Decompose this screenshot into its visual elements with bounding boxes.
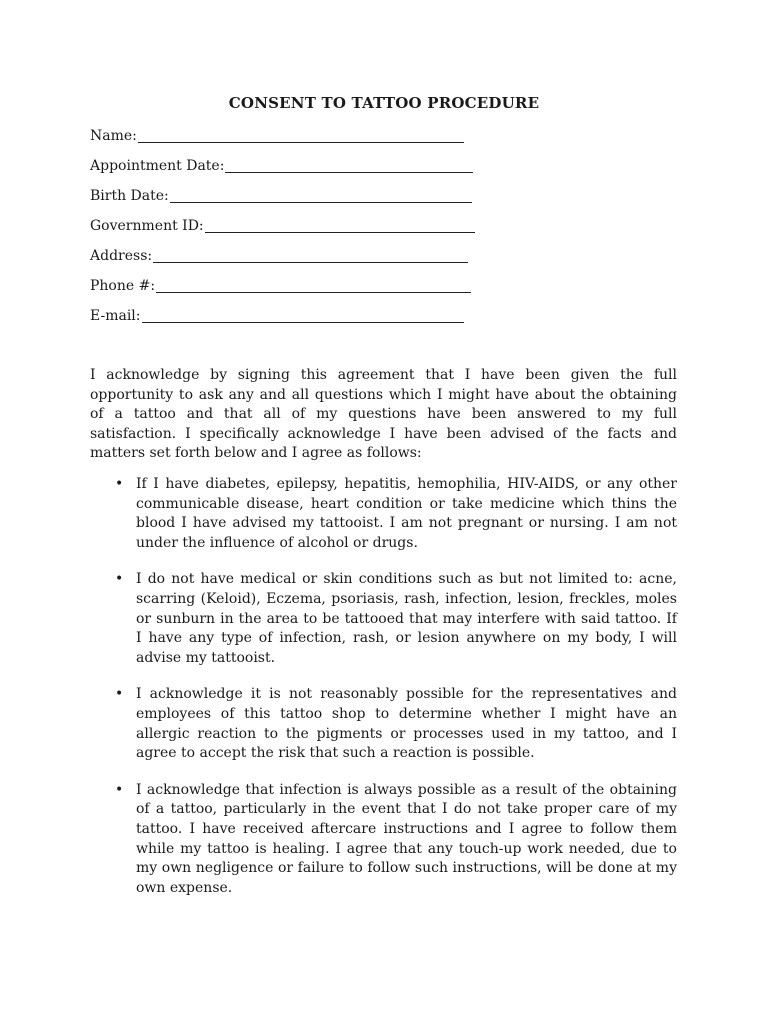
birth-date-blank-line[interactable] [170,186,472,203]
name-blank-line[interactable] [138,126,464,143]
email-blank-line[interactable] [142,306,464,323]
list-item-text: I acknowledge that infection is always possible as a result of the obtaining of a tattoo, particularly in the event that I do not take proper care of my tattoo. I have received aftercare instructions and I agree to follow them while my tattoo is healing. I agree that any touch-up work needed, due to my own negligence or failure to follow such instructions, will be done at my own expense. [136,781,677,896]
personal-info-fields [90,126,475,336]
agreement-list [90,475,677,915]
appointment-date-blank-line[interactable] [225,156,473,173]
email-label: E-mail: [90,308,141,324]
birth-date-field[interactable] [90,186,475,216]
bullet-icon: • [115,686,124,703]
list-item-text: I do not have medical or skin conditions such as but not limited to: acne, scarring (Keloid), Eczema, psoriasis, rash, infection, lesion, freckles, moles or sunburn in the area to be tattooed that may interfere with said tattoo. If I have any type of infection, rash, or lesion anywhere on my body, I will advise my tattooist. [136,571,677,666]
address-blank-line[interactable] [153,246,468,263]
birth-date-label: Birth Date: [90,188,169,204]
list-item [90,475,677,553]
government-id-blank-line[interactable] [205,216,475,233]
appointment-date-field[interactable] [90,156,475,186]
list-item [90,685,677,763]
name-field[interactable] [90,126,475,156]
list-item [90,570,677,668]
bullet-icon: • [115,781,124,798]
bullet-icon: • [115,476,124,492]
list-item-text: If I have diabetes, epilepsy, hepatitis, hemophilia, HIV-AIDS, or any other communicable disease, heart condition or take medicine which thins the blood I have advised my tattooist. I am not pregnant or nursing. I am not under the influence of alcohol or drugs. [136,476,677,551]
document-title: CONSENT TO TATTOO PROCEDURE [228,94,540,112]
government-id-field[interactable] [90,216,475,246]
address-field[interactable] [90,246,475,276]
phone-blank-line[interactable] [156,276,471,293]
government-id-label: Government ID: [90,218,204,234]
email-field[interactable] [90,306,475,336]
appointment-date-label: Appointment Date: [90,158,225,174]
list-item [90,781,677,899]
phone-label: Phone #: [90,278,156,294]
bullet-icon: • [115,571,124,588]
acknowledgement-paragraph: I acknowledge by signing this agreement that I have been given the full opportunity to ask any and all questions which I might have about the obtaining of a tattoo and that all of my questions have been answered to my full satisfaction. I specifically acknowledge I have been advised of the facts and matters set forth below and I agree as follows: [90,367,677,462]
name-label: Name: [90,128,137,144]
phone-field[interactable] [90,276,475,306]
address-label: Address: [90,248,153,264]
list-item-text: I acknowledge it is not reasonably possible for the representatives and employees of this tattoo shop to determine whether I might have an allergic reaction to the pigments or processes used in my tattoo, and I agree to accept the risk that such a reaction is possible. [136,686,677,762]
